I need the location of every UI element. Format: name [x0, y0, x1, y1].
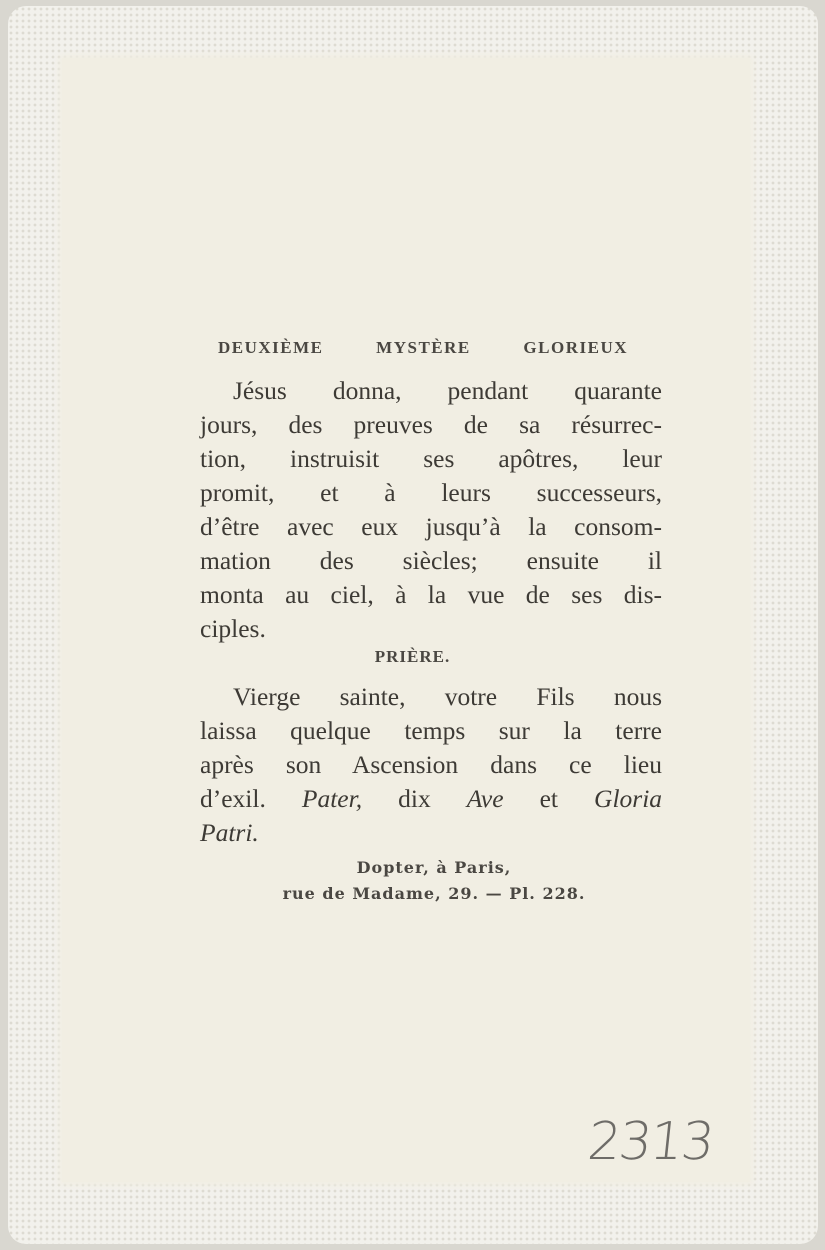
italic-ave: Ave	[466, 784, 504, 813]
handwritten-number: 2313	[584, 1112, 716, 1172]
text-line	[200, 816, 662, 850]
text-fragment: dix	[398, 784, 431, 813]
text-fragment: et	[539, 784, 558, 813]
prayer-text	[200, 680, 662, 850]
imprint-line: Dopter, à Paris,	[356, 858, 512, 877]
mystery-text	[200, 374, 662, 646]
italic-pater: Pater,	[301, 784, 363, 813]
text-line: tion, instruisit ses apôtres, leur	[200, 444, 662, 473]
text-line: laissa quelque temps sur la terre	[200, 716, 662, 745]
text-line: Vierge sainte, votre Fils nous	[233, 682, 662, 711]
text-line: mation des siècles; ensuite il	[200, 546, 662, 575]
text-line: monta au ciel, à la vue de ses dis-	[200, 580, 662, 609]
text-line: ciples.	[200, 614, 266, 643]
text-line: Jésus donna, pendant quarante	[233, 376, 662, 405]
italic-gloria: Gloria	[594, 784, 663, 813]
text-line: après son Ascension dans ce lieu	[200, 750, 662, 779]
text-line: d’être avec eux jusqu’à la consom-	[200, 512, 662, 541]
imprint-line: rue de Madame, 29. — Pl. 228.	[282, 884, 586, 903]
prayer-heading: PRIÈRE.	[374, 647, 451, 666]
text-line: jours, des preuves de sa résurrec-	[200, 410, 662, 439]
italic-patri: Patri.	[200, 818, 259, 847]
text-fragment: d’exil.	[200, 784, 266, 813]
mystery-heading: DEUXIÈME MYSTÈRE GLORIEUX	[218, 338, 628, 357]
text-line: promit, et à leurs successeurs,	[200, 478, 662, 507]
text-line	[200, 782, 662, 816]
